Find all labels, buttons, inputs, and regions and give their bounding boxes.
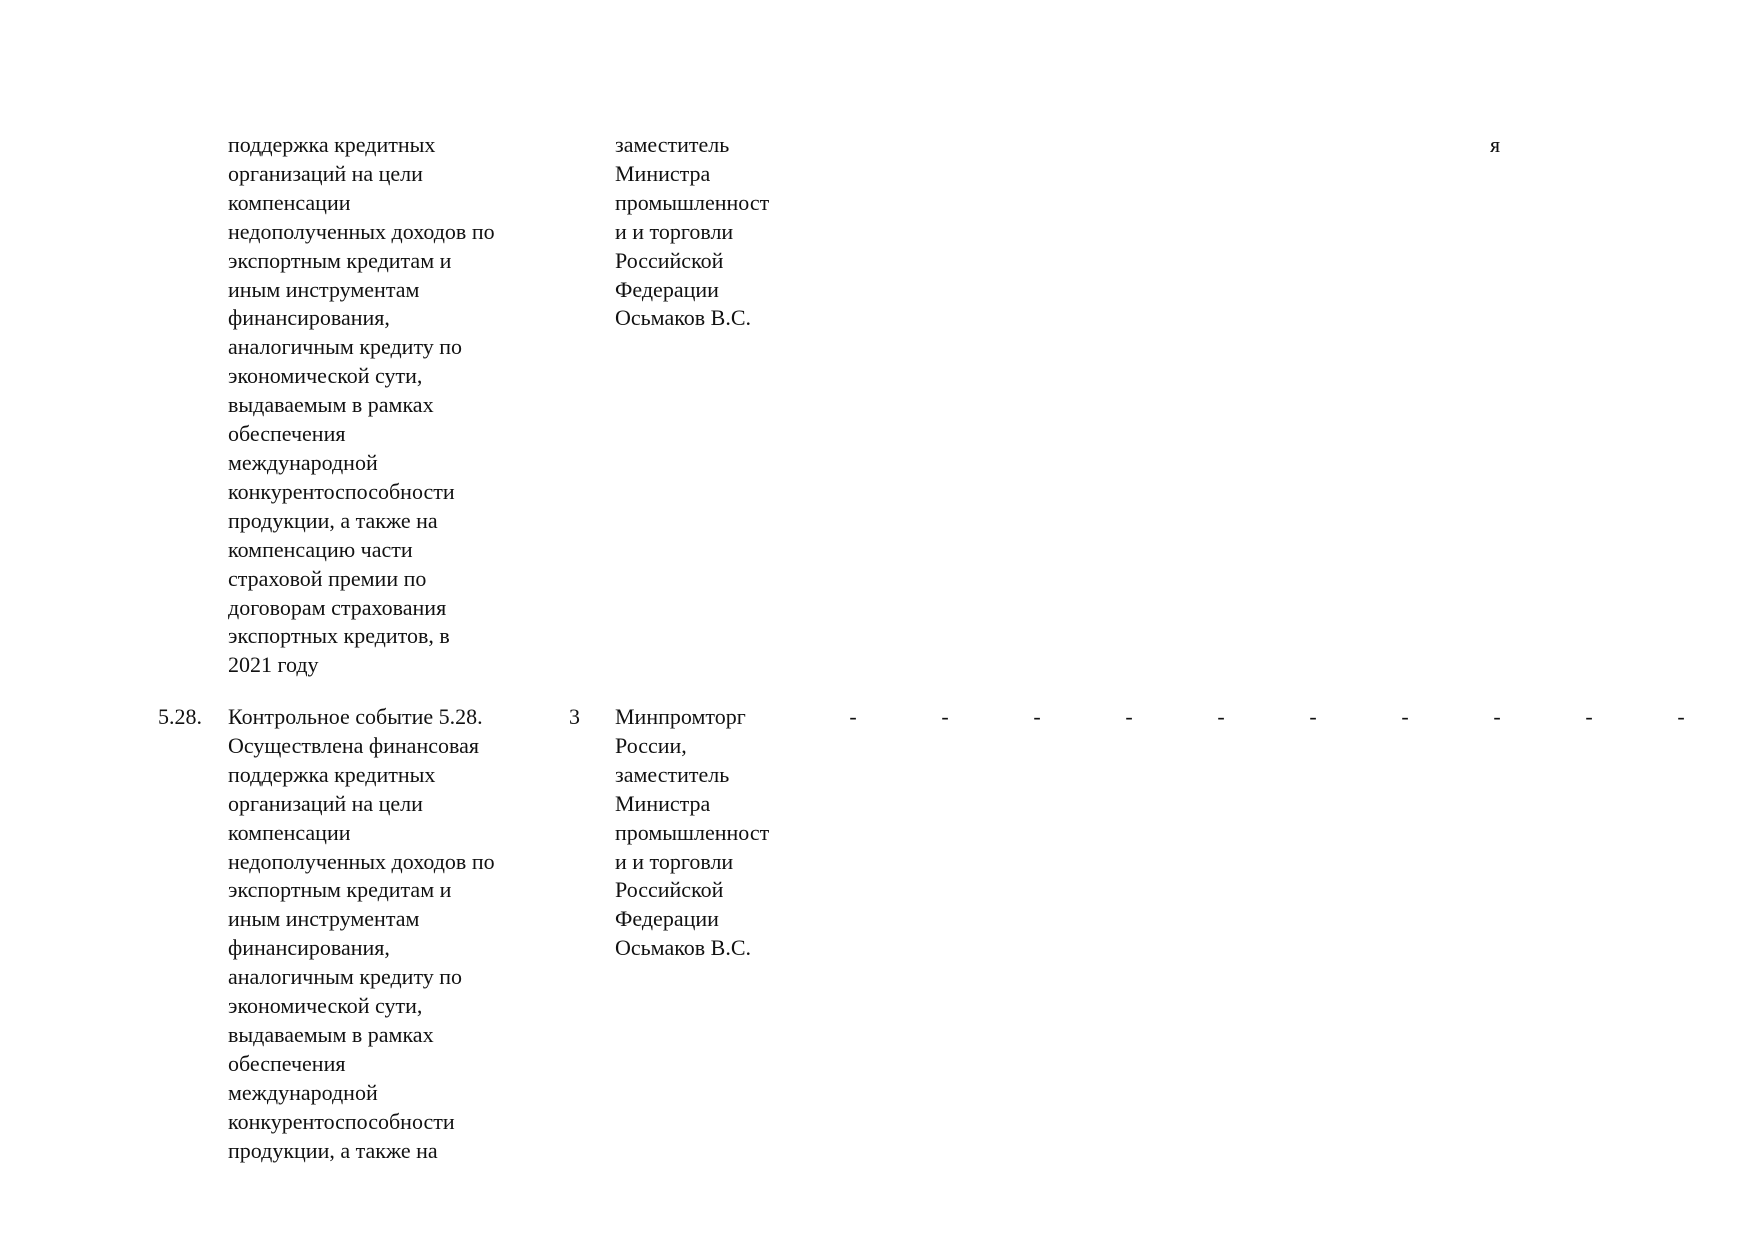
prev-row-trailing-text: я — [1490, 132, 1501, 157]
row-description: Контрольное событие 5.28. Осуществлена финансовая поддержка кредитных организаций на цели компенсации недополученных доходов по экспортным кредитам и иным инструментам финансирования, аналогичным кредиту по экономической сути, выдаваемым в рамках обеспечения международной конкурентоспособности продукции, а также на — [228, 704, 495, 1163]
period-mark: - — [1309, 704, 1317, 729]
period-mark: - — [1033, 704, 1041, 729]
period-mark: - — [1585, 704, 1593, 729]
period-mark: - — [1493, 704, 1501, 729]
row-number: 5.28. — [158, 704, 202, 729]
row-responsible: Минпромторг России, заместитель Министра промышленност и и торговли Российской Федерации Осьмаков В.С. — [615, 704, 770, 961]
period-mark: - — [1401, 704, 1409, 729]
period-mark: - — [1125, 704, 1133, 729]
period-mark: - — [849, 704, 857, 729]
period-mark: - — [1217, 704, 1225, 729]
prev-row-description: поддержка кредитных организаций на цели компенсации недополученных доходов по экспортным кредитам и иным инструментам финансирования, аналогичным кредиту по экономической сути, выдаваемым в рамках обеспечения международной конкурентоспособности продукции, а также на компенсацию части страховой премии по договорам страхования экспортных кредитов, в 2021 году — [228, 132, 495, 678]
row-count: 3 — [569, 704, 580, 729]
period-mark: - — [1677, 704, 1685, 729]
prev-row-responsible: заместитель Министра промышленност и и торговли Российской Федерации Осьмаков В.С. — [615, 132, 770, 331]
period-mark: - — [941, 704, 949, 729]
period-marks — [0, 703, 1754, 733]
